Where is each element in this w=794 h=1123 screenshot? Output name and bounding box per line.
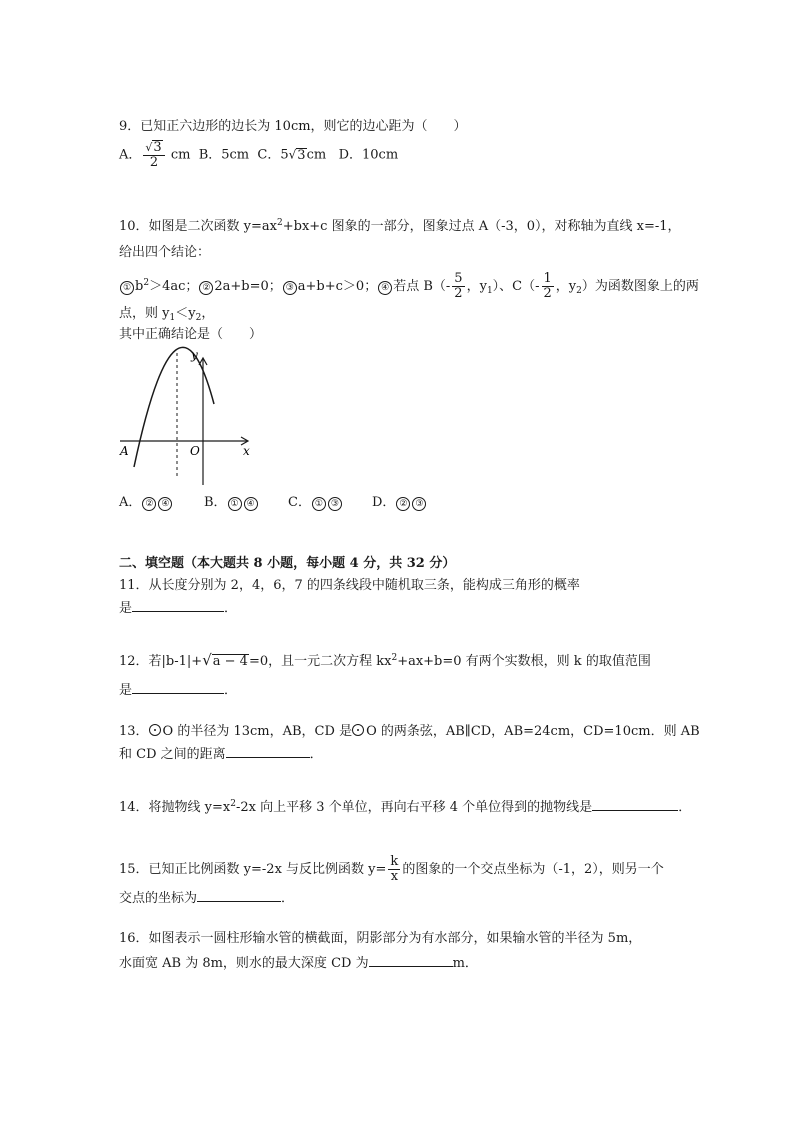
conclusion-4-c: ）、C（-: [492, 279, 540, 294]
q9-option-a-denominator: 2: [149, 155, 159, 170]
q14-answer-blank[interactable]: [592, 797, 678, 811]
conclusion-4-d: ，y: [555, 279, 577, 294]
q10-option-c: C． ① ③: [288, 494, 372, 512]
q10-stem-line2: 给出四个结论：: [119, 245, 211, 260]
point-b-num: 5: [454, 271, 463, 286]
q10-line4-b: ＜y: [175, 306, 196, 321]
q12-radicand: a − 4: [212, 654, 248, 669]
q9-stem: 9．已知正六边形的边长为 10cm，则它的边心距为（ ）: [119, 119, 467, 134]
q12-line1: 12．若|b-1|+√a − 4=0，且一元二次方程 $kx^2+ax+b=0$ 有两个实数根，则 k 的取值范围: [119, 651, 651, 669]
conclusion-4-a: 若点 B（-: [393, 279, 451, 294]
q10-stem-line4: [119, 305, 214, 327]
q15-fraction: $\frac{k}{x}$: [390, 854, 399, 884]
q11-answer-blank[interactable]: [132, 598, 224, 612]
q10-conclusions: [119, 272, 699, 301]
graph-origin-label: O: [190, 444, 200, 458]
q15-answer-blank[interactable]: [197, 888, 281, 902]
q10-line4-sub2: 2: [195, 313, 202, 323]
conclusion-1-marker: ①: [120, 281, 134, 295]
point-b-fraction: [452, 272, 464, 301]
q13-answer-blank[interactable]: [226, 744, 310, 758]
q9-option-d: D．10cm: [338, 147, 399, 163]
q10-option-a: A． ② ④: [119, 494, 204, 512]
section-2-title: 二、填空题（本大题共 8 小题，每小题 4 分，共 32 分）: [119, 556, 456, 571]
q10-stem-a: 10．如图是二次函数 y=ax: [119, 219, 277, 234]
q11-line2: 是 ．: [119, 598, 237, 618]
q9-option-c-unit: cm: [306, 147, 327, 163]
q10-line4-c: ，: [201, 306, 215, 321]
conclusion-4-sub1: 1: [486, 286, 493, 296]
graph-point-a-label: A: [120, 444, 129, 458]
q11-line1: 11．从长度分别为 2，4，6，7 的四条线段中随机取三条，能构成三角形的概率: [119, 578, 580, 593]
q10-stem-line1: [119, 214, 681, 236]
conclusion-4-b: ，y: [466, 279, 487, 294]
q13-line2: 和 CD 之间的距离 ．: [119, 744, 323, 764]
q9-options: A． $\frac{√3}{2}$ cm B．5cm C．5√3cm D．10cm: [119, 140, 399, 170]
circle-o-symbol: [149, 724, 161, 736]
graph-x-label: x: [243, 444, 250, 458]
q10-parabola-graph: [115, 345, 260, 490]
q10-line4-a: 点，则 y: [119, 306, 170, 321]
q15-line1: 15．已知正比例函数 y=-2x 与反比例函数 y= $\frac{k}{x}$ 的图象的一个交点坐标为（-1，2），则另一个: [119, 854, 664, 884]
circle-o-symbol-2: [352, 724, 364, 736]
conclusion-2-marker: ②: [199, 281, 213, 295]
q10-stem-sup: 2: [277, 218, 283, 228]
point-c-num: 1: [543, 271, 552, 286]
q10-stem-line5: 其中正确结论是（ ）: [119, 327, 263, 342]
q9-option-a-unit: cm: [170, 147, 191, 163]
graph-y-label: y: [191, 348, 198, 362]
q16-line1: 16．如图表示一圆柱形输水管的横截面，阴影部分为有水部分，如果输水管的半径为 5m，: [119, 931, 642, 946]
q16-answer-blank[interactable]: [369, 953, 453, 967]
point-b-den: 2: [454, 286, 463, 301]
q10-option-d: D． ② ③: [372, 494, 427, 512]
conclusion-4-e: ）为函数图象上的两: [581, 279, 699, 294]
q13-line1: 13． O 的半径为 13cm，AB，CD 是 O 的两条弦，AB∥CD，AB=24cm，CD=10cm．则 AB: [119, 724, 700, 739]
q15-line2: 交点的坐标为 ．: [119, 888, 294, 908]
conclusion-1-b: ＞4ac；: [149, 279, 199, 294]
q10-line4-sub1: 1: [169, 313, 176, 323]
q9-option-c-label: C．5: [257, 147, 289, 163]
q16-line2: 水面宽 AB 为 8m，则水的最大深度 CD 为 m．: [119, 953, 478, 973]
q9-option-b: B．5cm: [198, 147, 250, 163]
conclusion-4-marker: ④: [378, 281, 392, 295]
conclusion-2-text: 2a+b=0；: [214, 279, 282, 294]
q10-option-b: B． ① ④: [204, 494, 288, 512]
point-c-fraction: [542, 272, 554, 301]
q9-option-a-fraction: $\frac{√3}{2}$: [143, 140, 164, 170]
q10-options: [119, 494, 427, 512]
q12-line2: 是 ．: [119, 680, 237, 700]
conclusion-4-sub2: 2: [576, 286, 582, 296]
parabola-curve: [134, 347, 214, 467]
conclusion-1-a: b: [135, 279, 144, 294]
q9-option-a-radicand: 3: [153, 140, 162, 155]
q9-option-c-radicand: 3: [297, 147, 306, 163]
q14-line: 14．将抛物线 $y=x^2-2x$ 向上平移 3 个单位，再向右平移 4 个单位得到的抛物线是 ．: [119, 799, 692, 815]
q12-answer-blank[interactable]: [132, 680, 224, 694]
point-c-den: 2: [543, 286, 552, 301]
q10-stem-b: +bx+c 图象的一部分，图象过点 A（-3，0），对称轴为直线 x=-1，: [282, 219, 681, 234]
conclusion-1-sup: 2: [143, 278, 150, 288]
conclusion-3-marker: ③: [283, 281, 297, 295]
q9-option-a-label: A．: [119, 147, 142, 163]
conclusion-3-text: a+b+c＞0；: [297, 279, 378, 294]
